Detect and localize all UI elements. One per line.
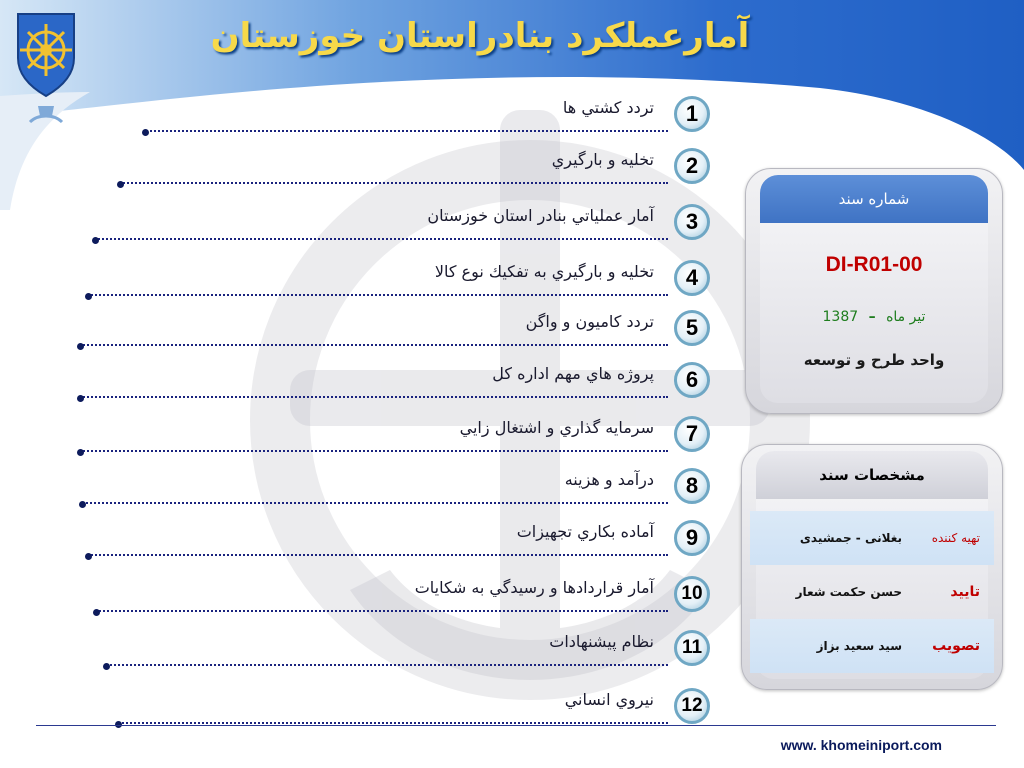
spec-role-ratified-by: تصویب [932,638,980,654]
menu-item-dotted-line [95,238,668,240]
menu-item-11[interactable] [106,632,668,672]
menu-item-label[interactable]: تخليه و بارگيري به تفكيك نوع كالا [434,262,654,281]
menu-item-number-badge[interactable]: 6 [674,362,710,398]
menu-item-dotted-line [118,722,668,724]
menu-item-dotted-line [80,344,668,346]
menu-item-bullet-icon [85,553,92,560]
menu-item-label[interactable]: تردد كاميون و واگن [525,312,654,331]
menu-item-bullet-icon [85,293,92,300]
menu-item-dotted-line [88,294,668,296]
menu-item-label[interactable]: تخليه و بارگيري [551,150,654,169]
document-date [746,309,1002,325]
spec-row-prepared-by [750,511,994,565]
menu-item-10[interactable] [96,578,668,618]
menu-item-bullet-icon [103,663,110,670]
menu-item-label[interactable]: پروژه هاي مهم اداره كل [492,364,654,383]
menu-item-dotted-line [96,610,668,612]
menu-item-label[interactable]: آماده بكاري تجهيزات [516,522,654,541]
menu-item-bullet-icon [79,501,86,508]
page-title: آمارعملکرد بنادراستان خوزستان [210,16,750,56]
menu-item-label[interactable]: نظام پيشنهادات [549,632,654,651]
menu-item-bullet-icon [77,395,84,402]
menu-item-dotted-line [106,664,668,666]
footer-website-link[interactable]: www. khomeiniport.com [780,737,942,753]
menu-item-3[interactable] [95,206,668,246]
menu-item-9[interactable] [88,522,668,562]
menu-item-6[interactable] [80,364,668,404]
menu-item-label[interactable]: درآمد و هزينه [564,470,654,489]
spec-row-approved-by [750,565,994,619]
menu-item-bullet-icon [92,237,99,244]
spec-row-ratified-by [750,619,994,673]
anchor-logo-icon [12,10,80,128]
document-number-panel [745,168,1003,414]
menu-item-dotted-line [120,182,668,184]
menu-item-5[interactable] [80,312,668,352]
menu-item-bullet-icon [93,609,100,616]
spec-person-approved-by: حسن حکمت شعار [795,585,902,599]
menu-item-bullet-icon [77,449,84,456]
footer-divider [36,725,996,726]
menu-item-dotted-line [88,554,668,556]
menu-item-1[interactable] [145,98,668,138]
document-number-header: شماره سند [760,175,988,223]
menu-item-number-badge[interactable]: 1 [674,96,710,132]
document-specs-panel [741,444,1003,690]
menu-item-dotted-line [80,396,668,398]
menu-item-label[interactable]: آمار قراردادها و رسيدگي به شكايات [414,578,654,597]
document-date-dash: – [868,309,876,325]
menu-item-12[interactable] [118,690,668,730]
menu-item-label[interactable]: تردد کشتي ها [562,98,654,117]
menu-item-number-badge[interactable]: 4 [674,260,710,296]
menu-item-number-badge[interactable]: 10 [674,576,710,612]
menu-item-dotted-line [80,450,668,452]
menu-item-label[interactable]: سرمايه گذاري و اشتغال زايي [459,418,654,437]
menu-item-number-badge[interactable]: 5 [674,310,710,346]
document-unit: واحد طرح و توسعه [803,351,945,369]
menu-item-number-badge[interactable]: 3 [674,204,710,240]
menu-item-bullet-icon [77,343,84,350]
menu-item-number-badge[interactable]: 11 [674,630,710,666]
spec-person-prepared-by: بغلانی - جمشیدی [799,531,902,545]
menu-item-number-badge[interactable]: 12 [674,688,710,724]
document-date-month: تیر ماه [886,309,926,325]
menu-item-dotted-line [145,130,668,132]
menu-item-8[interactable] [82,470,668,510]
document-date-year: 1387 [822,309,859,325]
menu-item-number-badge[interactable]: 9 [674,520,710,556]
menu-item-bullet-icon [117,181,124,188]
menu-item-label[interactable]: آمار عملياتي بنادر استان خوزستان [427,206,654,225]
spec-role-approved-by: تایید [950,584,980,600]
menu-item-7[interactable] [80,418,668,458]
menu-item-bullet-icon [142,129,149,136]
spec-role-prepared-by: تهیه کننده [931,531,980,545]
spec-person-ratified-by: سید سعید بزاز [816,639,902,653]
menu-item-number-badge[interactable]: 7 [674,416,710,452]
menu-item-number-badge[interactable]: 8 [674,468,710,504]
menu-item-4[interactable] [88,262,668,302]
document-specs-header: مشخصات سند [756,451,988,499]
menu-item-number-badge[interactable]: 2 [674,148,710,184]
menu-item-dotted-line [82,502,668,504]
menu-item-label[interactable]: نيروي انساني [564,690,654,709]
menu-item-2[interactable] [120,150,668,190]
document-number: DI-R01-00 [825,253,923,276]
